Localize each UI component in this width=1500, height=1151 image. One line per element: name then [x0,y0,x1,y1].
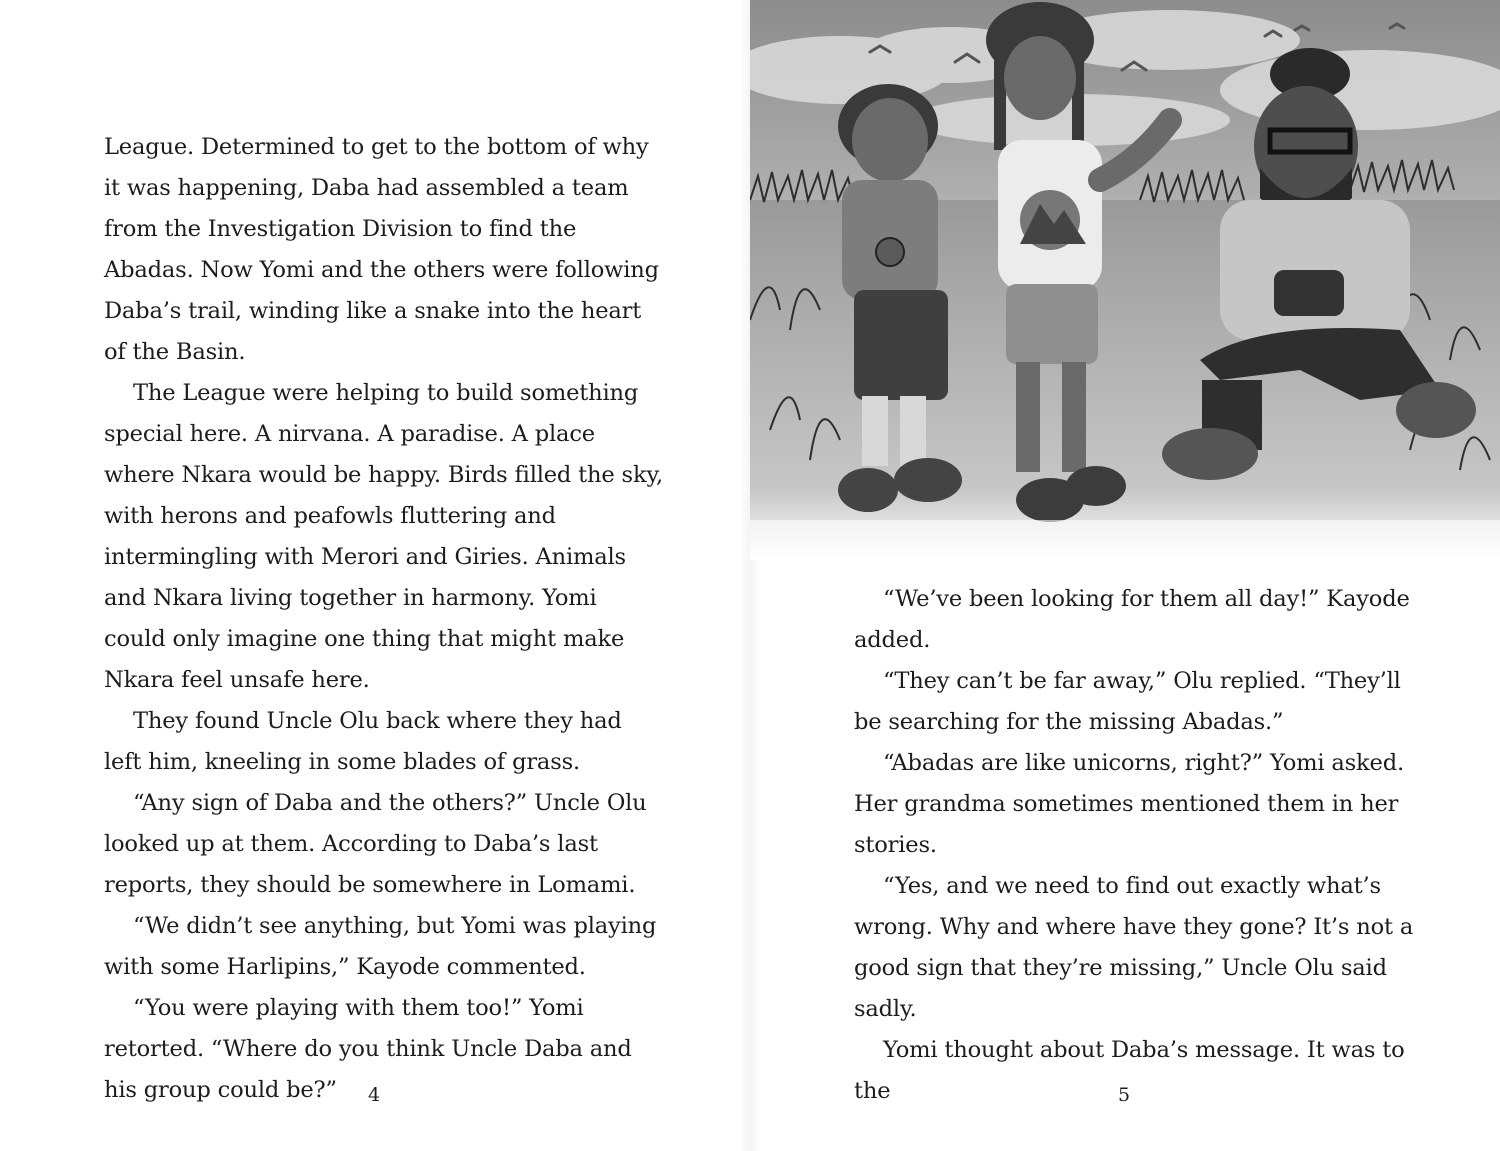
illustration [750,0,1500,560]
paragraph: “Any sign of Daba and the others?” Uncle Olu looked up at them. According to Daba’s last reports, they should be somewhere in Lomami. [104,790,647,898]
paragraph: “Abadas are like unicorns, right?” Yomi asked. Her grandma sometimes mentioned them in her stories. [854,750,1404,858]
paragraph: League. Determined to get to the bottom of why it was happening, Daba had assembled a team from the Investigation Division to find the Abadas. Now Yomi and the others were following Daba’s trail, winding like a snake into the heart of the Basin. [104,134,659,365]
paragraph: “We didn’t see anything, but Yomi was playing with some Harlipins,” Kayode commented. [104,913,657,980]
paragraph: “We’ve been looking for them all day!” Kayode added. [854,586,1410,653]
paragraph: The League were helping to build something special here. A nirvana. A paradise. A place where Nkara would be happy. Birds filled the sky, with herons and peafowls fluttering and intermingling with Merori and Giries. Animals and Nkara living together in harmony. Yomi could only imagine one thing that might make Nkara feel unsafe here. [104,380,663,693]
page-number: 5 [1117,1084,1131,1106]
right-page-body [854,579,1414,1112]
paragraph: “They can’t be far away,” Olu replied. “They’ll be searching for the missing Abadas.” [854,668,1401,735]
paragraph: Yomi thought about Daba’s message. It was to the [854,1037,1405,1104]
paragraph: “You were playing with them too!” Yomi retorted. “Where do you think Uncle Daba and his group could be?” [104,995,632,1103]
paragraph: “Yes, and we need to find out exactly what’s wrong. Why and where have they gone? It’s not a good sign that they’re missing,” Uncle Olu said sadly. [854,873,1414,1022]
paragraph: They found Uncle Olu back where they had left him, kneeling in some blades of grass. [104,708,622,775]
page-number: 4 [367,1084,381,1106]
left-page-body [104,127,664,1111]
